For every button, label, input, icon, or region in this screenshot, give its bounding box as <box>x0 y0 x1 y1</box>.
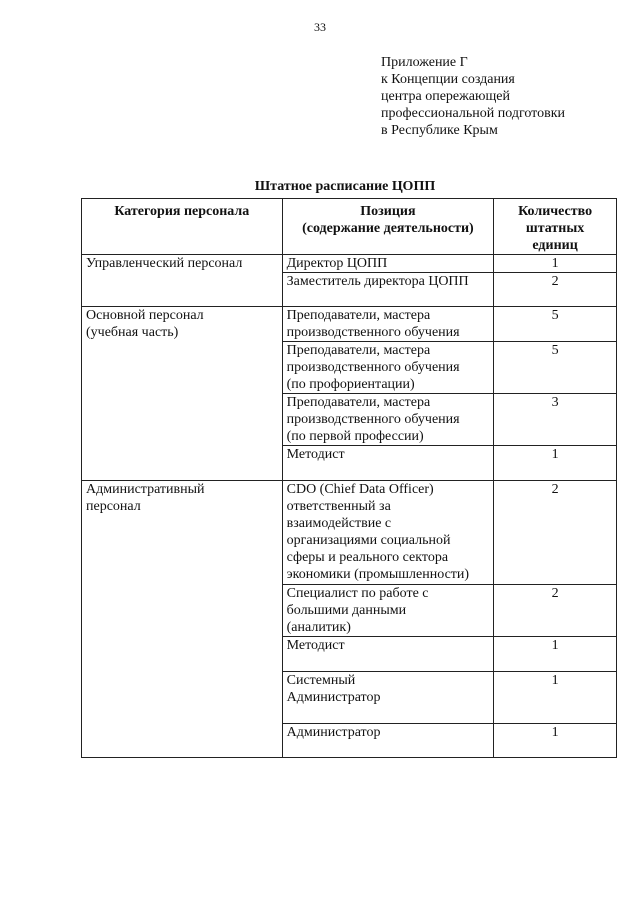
count-cell: 1 <box>494 446 617 481</box>
count-cell: 1 <box>494 637 617 672</box>
category-cell: Основной персонал (учебная часть) <box>82 307 283 481</box>
header-position: Позиция (содержание деятельности) <box>282 199 494 255</box>
position-cell: Преподаватели, мастера производственного обучения (по профориентации) <box>282 342 494 394</box>
appendix-line: центра опережающей <box>381 89 510 104</box>
position-cell: Специалист по работе с большими данными (аналитик) <box>282 585 494 637</box>
table-header-row <box>82 199 617 255</box>
position-cell: Преподаватели, мастера производственного обучения <box>282 307 494 342</box>
staffing-table <box>81 198 617 758</box>
table-row <box>82 307 617 342</box>
appendix-line: к Концепции создания <box>381 72 515 87</box>
appendix-line: профессиональной подготовки <box>381 106 565 121</box>
position-cell: CDO (Chief Data Officer) ответственный за взаимодействие с организациями социальной сферы и реального сектора экономики (промышленности) <box>282 481 494 585</box>
appendix-line: Приложение Г <box>381 55 468 70</box>
position-cell: Методист <box>282 446 494 481</box>
header-count: Количество штатных единиц <box>494 199 617 255</box>
count-cell: 2 <box>494 585 617 637</box>
table-row <box>82 255 617 273</box>
count-cell: 5 <box>494 342 617 394</box>
position-cell: Системный Администратор <box>282 672 494 724</box>
appendix-caption <box>381 54 565 139</box>
count-cell: 3 <box>494 394 617 446</box>
count-cell: 1 <box>494 255 617 273</box>
count-cell: 2 <box>494 273 617 307</box>
count-cell: 2 <box>494 481 617 585</box>
category-cell: Административный персонал <box>82 481 283 758</box>
position-cell: Директор ЦОПП <box>282 255 494 273</box>
category-cell: Управленческий персонал <box>82 255 283 307</box>
position-cell: Заместитель директора ЦОПП <box>282 273 494 307</box>
header-category: Категория персонала <box>82 199 283 255</box>
count-cell: 5 <box>494 307 617 342</box>
appendix-line: в Республике Крым <box>381 123 498 138</box>
page-number: 33 <box>314 20 326 34</box>
position-cell: Преподаватели, мастера производственного обучения (по первой профессии) <box>282 394 494 446</box>
table-title: Штатное расписание ЦОПП <box>254 179 436 194</box>
count-cell: 1 <box>494 724 617 758</box>
count-cell: 1 <box>494 672 617 724</box>
position-cell: Администратор <box>282 724 494 758</box>
table-row <box>82 481 617 585</box>
position-cell: Методист <box>282 637 494 672</box>
